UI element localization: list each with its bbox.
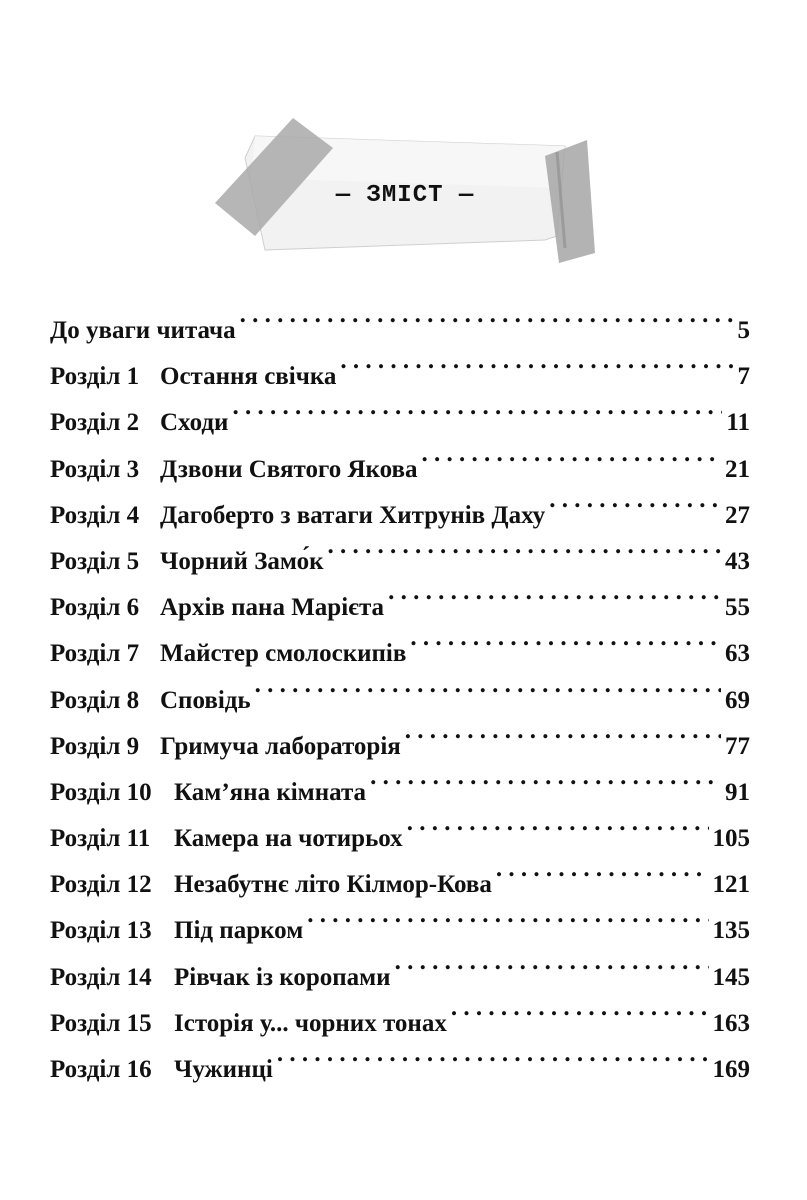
toc-page-number: 69 — [725, 686, 750, 714]
toc-page-number: 27 — [725, 501, 750, 529]
toc-chapter-label: Розділ 11 — [50, 825, 151, 853]
dot-leader — [240, 292, 734, 338]
toc-entry-title: Історія у... чорних тонах — [174, 1009, 447, 1037]
toc-page-number: 91 — [725, 778, 750, 806]
toc-chapter-label: Розділ 12 — [50, 871, 152, 899]
toc-chapter-label: Розділ 14 — [50, 963, 152, 991]
dot-leader — [370, 754, 721, 800]
dot-leader — [549, 477, 721, 523]
dot-leader — [277, 1031, 709, 1077]
dot-leader — [410, 615, 721, 661]
toc-chapter-label: Розділ 13 — [50, 917, 152, 945]
toc-entry-title: Незабутнє літо Кілмор-Кова — [174, 871, 492, 899]
dot-leader — [388, 569, 721, 615]
toc-page-number: 55 — [725, 594, 750, 622]
title-banner — [215, 118, 595, 268]
table-of-contents — [50, 292, 750, 1083]
toc-entry-title: Майстер смолоскипів — [160, 640, 407, 668]
toc-entry-title: Сповідь — [160, 686, 251, 714]
toc-page-number: 43 — [725, 547, 750, 575]
toc-row — [50, 292, 750, 344]
dot-leader — [405, 708, 721, 754]
toc-chapter-label: Розділ 8 — [50, 686, 140, 714]
toc-entry-title: Остання свічка — [160, 363, 337, 391]
toc-chapter-label: Розділ 7 — [50, 640, 140, 668]
toc-entry-title: Рівчак із коропами — [174, 963, 391, 991]
dot-leader — [232, 384, 722, 430]
dot-leader — [451, 985, 709, 1031]
toc-entry-title: Архів пана Марієта — [160, 594, 385, 622]
toc-page-number: 63 — [725, 640, 750, 668]
toc-entry-title: Кам’яна кімната — [174, 778, 367, 806]
toc-entry-title: Дзвони Святого Якова — [160, 455, 418, 483]
toc-page-number: 145 — [712, 963, 750, 991]
toc-entry-title: Під парком — [174, 917, 304, 945]
toc-page-number: 7 — [737, 363, 750, 391]
page-title: — ЗМІСТ — — [335, 181, 475, 209]
toc-chapter-label: Розділ 1 — [50, 363, 140, 391]
toc-page-number: 163 — [712, 1009, 750, 1037]
toc-page-number: 5 — [737, 317, 750, 344]
toc-page-number: 121 — [712, 871, 750, 899]
dot-leader — [496, 846, 709, 892]
toc-chapter-label: Розділ 6 — [50, 594, 140, 622]
toc-page-number: 21 — [725, 455, 750, 483]
dot-leader — [340, 338, 733, 384]
dot-leader — [395, 939, 709, 985]
toc-entry-title: Дагоберто з ватаги Хитрунів Даху — [160, 501, 546, 529]
dot-leader — [407, 800, 709, 846]
toc-page-number: 135 — [712, 917, 750, 945]
toc-entry-title: Чорний Замо́к — [160, 547, 324, 575]
toc-page-number: 11 — [726, 409, 750, 437]
toc-chapter-label: Розділ 15 — [50, 1009, 152, 1037]
toc-entry-title: Гримуча лабораторія — [160, 732, 401, 760]
toc-chapter-label: Розділ 2 — [50, 409, 140, 437]
toc-chapter-label: Розділ 3 — [50, 455, 140, 483]
dot-leader — [328, 523, 721, 569]
toc-chapter-label: Розділ 5 — [50, 547, 140, 575]
toc-entry-title: Сходи — [160, 409, 229, 437]
dot-leader — [421, 431, 721, 477]
toc-entry-title: Камера на чотирьох — [174, 825, 403, 853]
toc-page-number: 77 — [725, 732, 750, 760]
toc-entry-title: До уваги читача — [50, 317, 236, 344]
toc-chapter-label: Розділ 10 — [50, 778, 152, 806]
dot-leader — [255, 662, 721, 708]
dot-leader — [307, 892, 708, 938]
toc-chapter-label: Розділ 4 — [50, 501, 140, 529]
toc-chapter-label: Розділ 16 — [50, 1056, 152, 1083]
toc-chapter-label: Розділ 9 — [50, 732, 140, 760]
toc-page-number: 169 — [712, 1056, 750, 1083]
toc-page-number: 105 — [712, 825, 750, 853]
toc-entry-title: Чужинці — [174, 1056, 273, 1083]
